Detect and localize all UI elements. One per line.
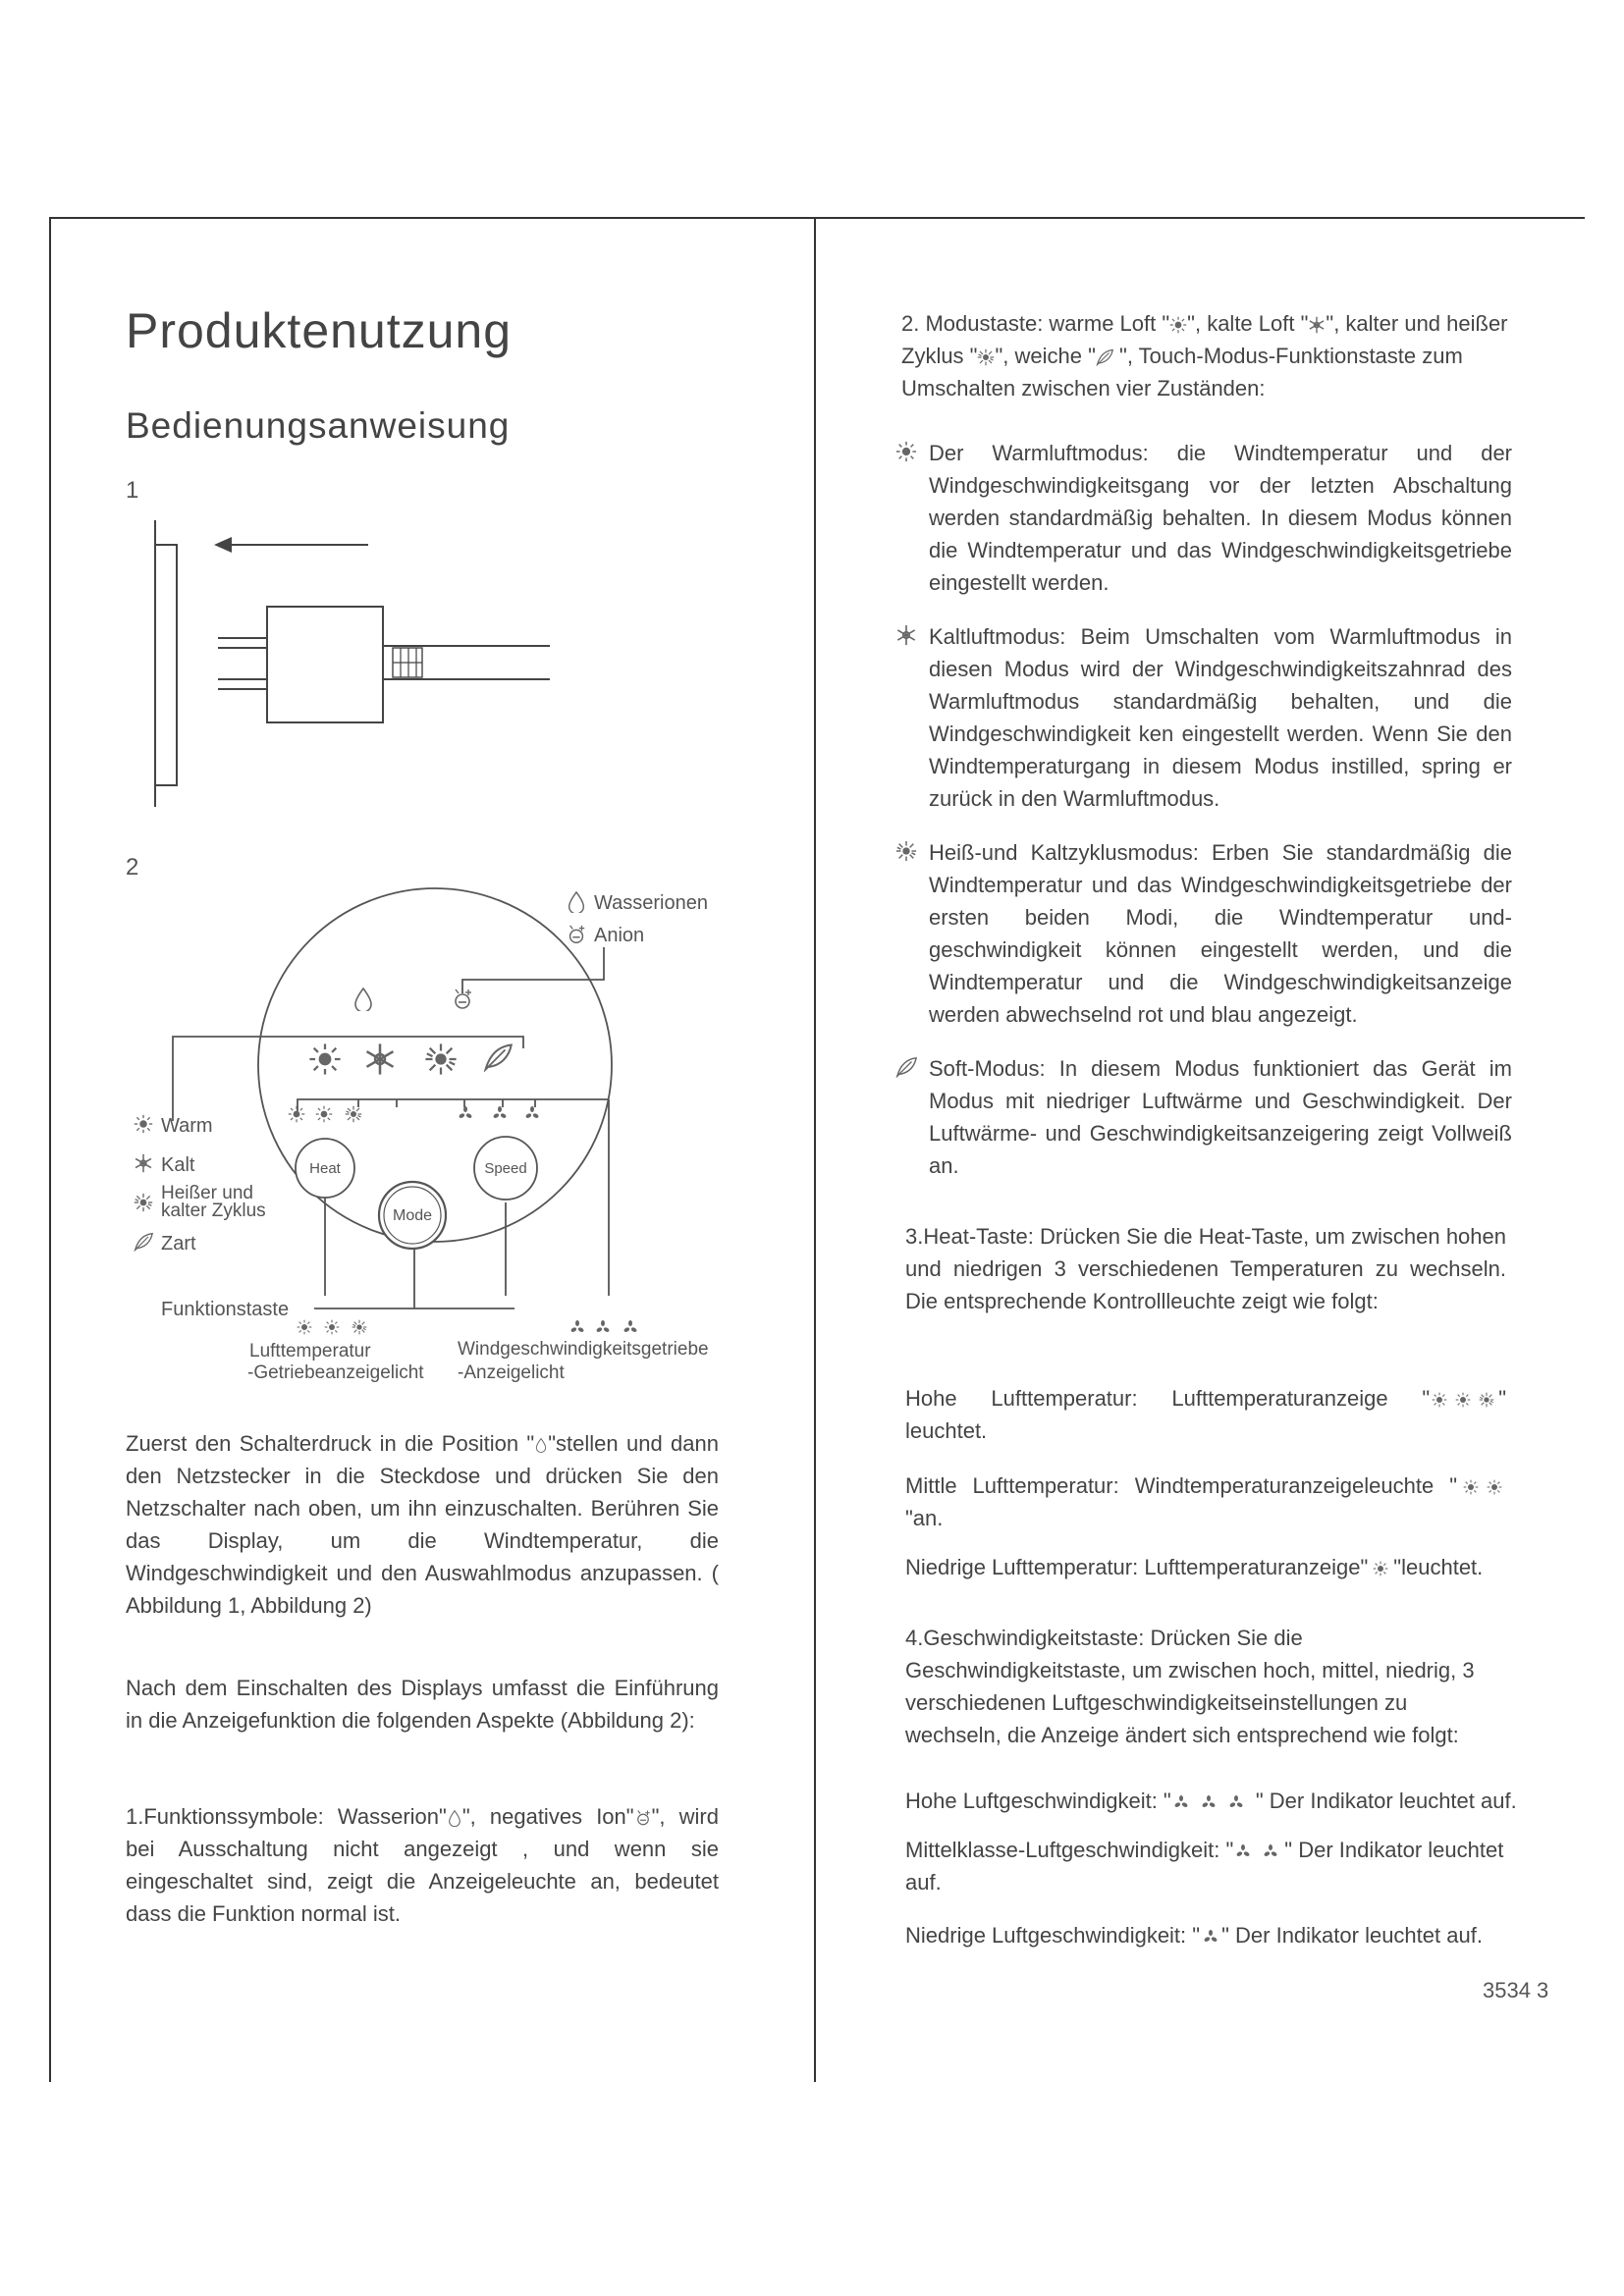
mode-warm-text: Der Warmluftmodus: die Windtemperatur und der Windgeschwindigkeitsgang vor der letzten Abschaltung werden standardmäßig behalten. In diesem Modus können die Windtemperatur und das Windgeschwindigkeitsgetriebe eingestellt werden.: [929, 441, 1512, 595]
legend-water-ions: Wasserionen: [594, 892, 708, 914]
mode-cycle-text: Heiß-und Kaltzyklusmodus: Erben Sie standardmäßig die Windtemperatur und das Windgeschwindigkeitsgetriebe der ersten beiden Modi, die Windtemperatur und-geschwindigkeit können eingestellt werden, und die Windtemperatur und die Windgeschwindigkeitsanzeige werden abwechselnd rot und blau angezeigt.: [929, 840, 1512, 1027]
mode-cold-block: [895, 620, 1512, 817]
paragraph-switch-on: Zuerst den Schalterdruck in die Position " "stellen und dann den Netzstecker in die Steckdose und drücken Sie den Netzschalter nach oben, um ihn einzuschalten. Berühren Sie das Display, um die Windtemperatur, die Windgeschwindigkeit und den Auswahlmodus anzupassen. ( Abbildung 1, Abbildung 2): [126, 1431, 719, 1618]
mode-soft-block: [895, 1052, 1512, 1190]
leaf-icon: [895, 1056, 921, 1082]
figure-1-number: 1: [126, 477, 139, 504]
page-frame-left: [49, 217, 51, 2082]
low-speed-line: Niedrige Luftgeschwindigkeit: " " Der Indikator leuchtet auf.: [905, 1923, 1483, 1948]
sun-icon: [895, 441, 921, 466]
temp-indicator-low-icon: [1368, 1560, 1393, 1577]
temp-indicator-high-icon: [1430, 1391, 1498, 1409]
high-speed-line: Hohe Luftgeschwindigkeit: " " Der Indikator leuchtet auf.: [905, 1789, 1517, 1813]
snowflake-icon: [1308, 316, 1326, 334]
hot-cold-cycle-icon: [895, 840, 921, 866]
legend-cycle-line1: Heißer und: [161, 1183, 253, 1203]
column-divider: [814, 217, 816, 2082]
page-number: 3534 3: [1483, 1978, 1549, 2002]
air-temp-label-line2: -Getriebeanzeigelicht: [247, 1362, 424, 1383]
wind-speed-label-line2: -Anzeigelicht: [458, 1362, 565, 1383]
anion-icon: [634, 1809, 652, 1827]
leaf-icon: [1096, 348, 1113, 366]
speed-indicator-high-icon: [1171, 1793, 1250, 1811]
legend-anion: Anion: [594, 925, 645, 946]
water-drop-icon: [534, 1436, 548, 1454]
wind-speed-label-line1: Windgeschwindigkeitsgetriebe: [458, 1339, 709, 1360]
high-temp-line: Hohe Lufttemperatur: Lufttemperaturanzeige " " leuchtet.: [905, 1386, 1506, 1443]
speed-button-label: Speed: [484, 1160, 527, 1177]
paragraph-display-intro: Nach dem Einschalten des Displays umfasst die Einführung in die Anzeigefunktion die folgenden Aspekte (Abbildung 2):: [126, 1676, 719, 1733]
mode-soft-text: Soft-Modus: In diesem Modus funktioniert das Gerät im Modus mit niedriger Luftwärme und Geschwindigkeit. Der Luftwärme- und Geschwindigkeitsanzeigering zeigt Vollweiß an.: [929, 1056, 1512, 1178]
figure-2-number: 2: [126, 854, 139, 881]
low-temp-line: Niedrige Lufttemperatur: Lufttemperaturanzeige" "leuchtet.: [905, 1555, 1484, 1579]
figure-1-plug-diagram: [147, 520, 569, 815]
legend-warm: Warm: [161, 1115, 213, 1137]
page-frame-top: [49, 217, 1585, 219]
page-title: Produktenutzung: [126, 303, 513, 358]
speed-indicator-mid-icon: [1233, 1842, 1284, 1860]
section-subtitle: Bedienungsanweisung: [126, 405, 511, 446]
sun-icon: [1169, 316, 1187, 334]
paragraph-speed-key: 4.Geschwindigkeitstaste: Drücken Sie die Geschwindigkeitstaste, um zwischen hoch, mittel, niedrig, 3 verschiedenen Luftgeschwindigkeitseinstellungen zu wechseln, die Anzeige ändert sich entsprechend wie folgt:: [905, 1626, 1475, 1747]
mode-warm-block: [895, 437, 1512, 604]
mid-temp-line: Mittle Lufttemperatur: Windtemperaturanzeigeleuchte ""an.: [905, 1469, 1506, 1534]
air-temp-label-line1: Lufttemperatur: [249, 1341, 371, 1362]
mode-cold-text: Kaltluftmodus: Beim Umschalten vom Warmluftmodus in diesen Modus wird der Windgeschwindigkeitszahnrad des Warmluftmodus standardmäßig behalten, und die Windgeschwindigkeit ken eingestellt werden. Wenn Sie den Windtemperaturgang in diesem Modus instilled, spring er zurück in den Warmluftmodus.: [929, 624, 1512, 811]
mode-cycle-block: [895, 836, 1512, 1033]
function-key-label: Funktionstaste: [161, 1299, 290, 1320]
temp-indicator-mid-icon: [1457, 1478, 1506, 1496]
mode-button-label: Mode: [392, 1207, 433, 1224]
legend-cold: Kalt: [161, 1154, 195, 1176]
paragraph-function-symbols: 1.Funktionssymbole: Wasserion" ", negatives Ion" ", wird bei Ausschaltung nicht angezeigt , und wenn sie eingeschaltet sind, zeigt die Anzeigeleuchte an, bedeutet dass die Funktion normal ist.: [126, 1804, 719, 1926]
legend-soft: Zart: [161, 1233, 196, 1255]
paragraph-heat-key: 3.Heat-Taste: Drücken Sie die Heat-Taste, um zwischen hohen und niedrigen 3 verschiedenen Temperaturen zu wechseln. Die entsprechende Kontrollleuchte zeigt wie folgt:: [905, 1224, 1506, 1313]
legend-cycle-line2: kalter Zyklus: [161, 1201, 266, 1221]
snowflake-icon: [895, 624, 921, 650]
paragraph-mode-key: 2. Modustaste: warme Loft " ", kalte Loft " ", kalter und heißer Zyklus " ", weiche " ", Touch-Modus-Funktionstaste zum Umschalten zwischen vier Zuständen:: [901, 311, 1508, 400]
speed-indicator-low-icon: [1200, 1928, 1221, 1946]
figure-2-panel-diagram: [118, 883, 746, 1404]
hot-cold-cycle-icon: [977, 348, 995, 366]
mid-speed-line: Mittelklasse-Luftgeschwindigkeit: " " Der Indikator leuchtet auf.: [905, 1838, 1504, 1895]
panel-lines: [118, 883, 746, 1404]
water-drop-icon: [447, 1809, 462, 1827]
heat-button-label: Heat: [309, 1160, 341, 1177]
